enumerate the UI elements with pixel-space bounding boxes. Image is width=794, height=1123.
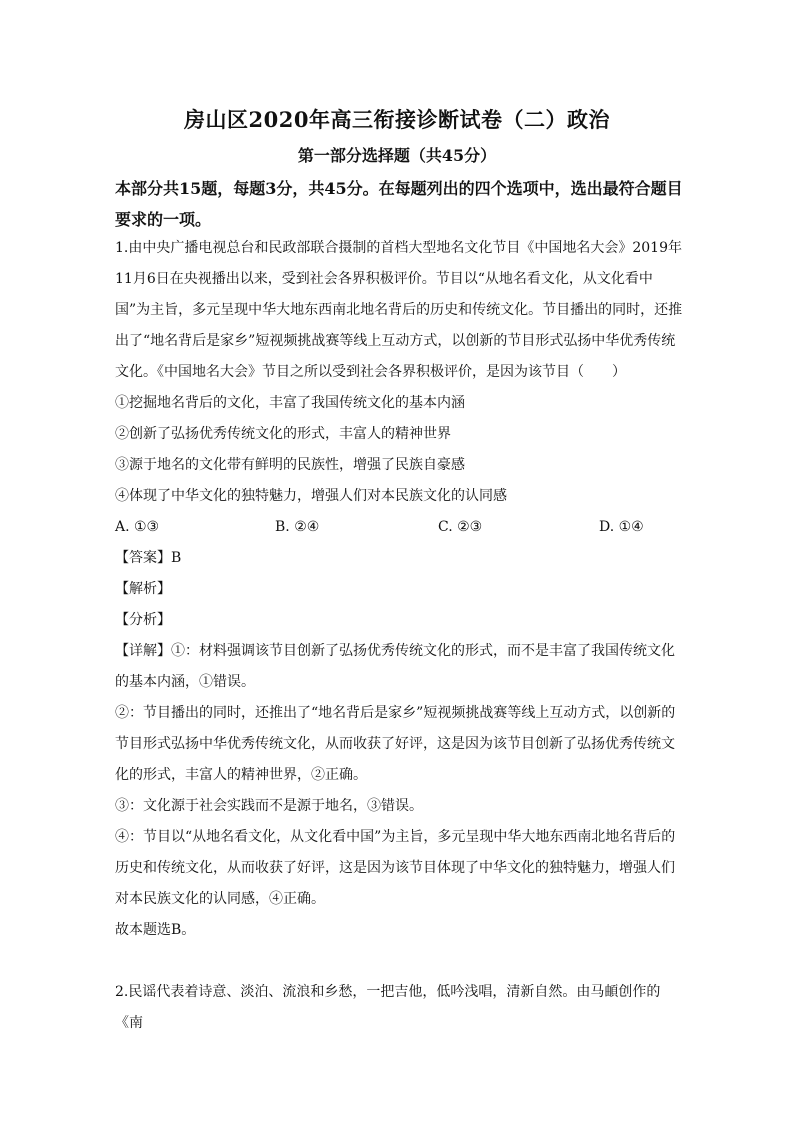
answer-line: 【答案】B	[115, 550, 182, 566]
answer-options	[115, 512, 685, 543]
question-2-stem: 2.民谣代表着诗意、淡泊、流浪和乡愁，一把吉他，低吟浅唱，清新自然。由马頔创作的《南	[115, 984, 661, 1031]
statement-1: ①挖掘地名背后的文化，丰富了我国传统文化的基本内涵	[115, 395, 465, 411]
section-instructions: 本部分共15题，每题3分，共45分。在每题列出的四个选项中，选出最符合题目要求的一项。	[115, 179, 683, 229]
option-a: A. ①③	[115, 519, 160, 535]
question-1-stem: 1.由中央广播电视总台和民政部联合摄制的首档大型地名文化节目《中国地名大会》2019年11月6日在央视播出以来，受到社会各界积极评价。节目以“从地名看文化，从文化看中国”为主旨，多元呈现中华大地东西南北地名背后的历史和传统文化。节目播出的同时，还推出了“地名背后是家乡”短视频挑战赛等线上互动方式，以创新的节目形式弘扬中华优秀传统文化。《中国地名大会》节目之所以受到社会各界积极评价，是因为该节目（ ）	[115, 240, 683, 380]
conclusion-line: 故本题选B。	[115, 922, 196, 938]
page-title: 房山区2020年高三衔接诊断试卷（二）政治	[184, 107, 610, 132]
option-b: B. ②④	[275, 519, 320, 535]
statement-4: ④体现了中华文化的独特魅力，增强人们对本民族文化的认同感	[115, 488, 507, 504]
section-subtitle: 第一部分选择题（共45分）	[297, 146, 497, 165]
question-body	[115, 233, 685, 1039]
statement-2: ②创新了弘扬优秀传统文化的形式，丰富人的精神世界	[115, 426, 451, 442]
option-d: D. ①④	[599, 519, 644, 535]
option-c: C. ②③	[438, 519, 483, 535]
analysis-label: 【解析】	[115, 581, 171, 597]
detail-3: ③：文化源于社会实践而不是源于地名，③错误。	[115, 798, 423, 814]
detail-4: ④：节目以“从地名看文化，从文化看中国”为主旨，多元呈现中华大地东西南北地名背后的历史和传统文化，从而收获了好评，这是因为该节目体现了中华文化的独特魅力，增强人们对本民族文化的认同感，④正确。	[115, 829, 676, 907]
fenxi-label: 【分析】	[115, 612, 171, 628]
detail-2: ②：节目播出的同时，还推出了“地名背后是家乡”短视频挑战赛等线上互动方式，以创新的节目形式弘扬中华优秀传统文化，从而收获了好评，这是因为该节目创新了弘扬优秀传统文化的形式，丰富人的精神世界，②正确。	[115, 705, 676, 783]
statement-3: ③源于地名的文化带有鲜明的民族性，增强了民族自豪感	[115, 457, 465, 473]
detail-1: 【详解】①：材料强调该节目创新了弘扬优秀传统文化的形式，而不是丰富了我国传统文化的基本内涵，①错误。	[115, 643, 675, 690]
